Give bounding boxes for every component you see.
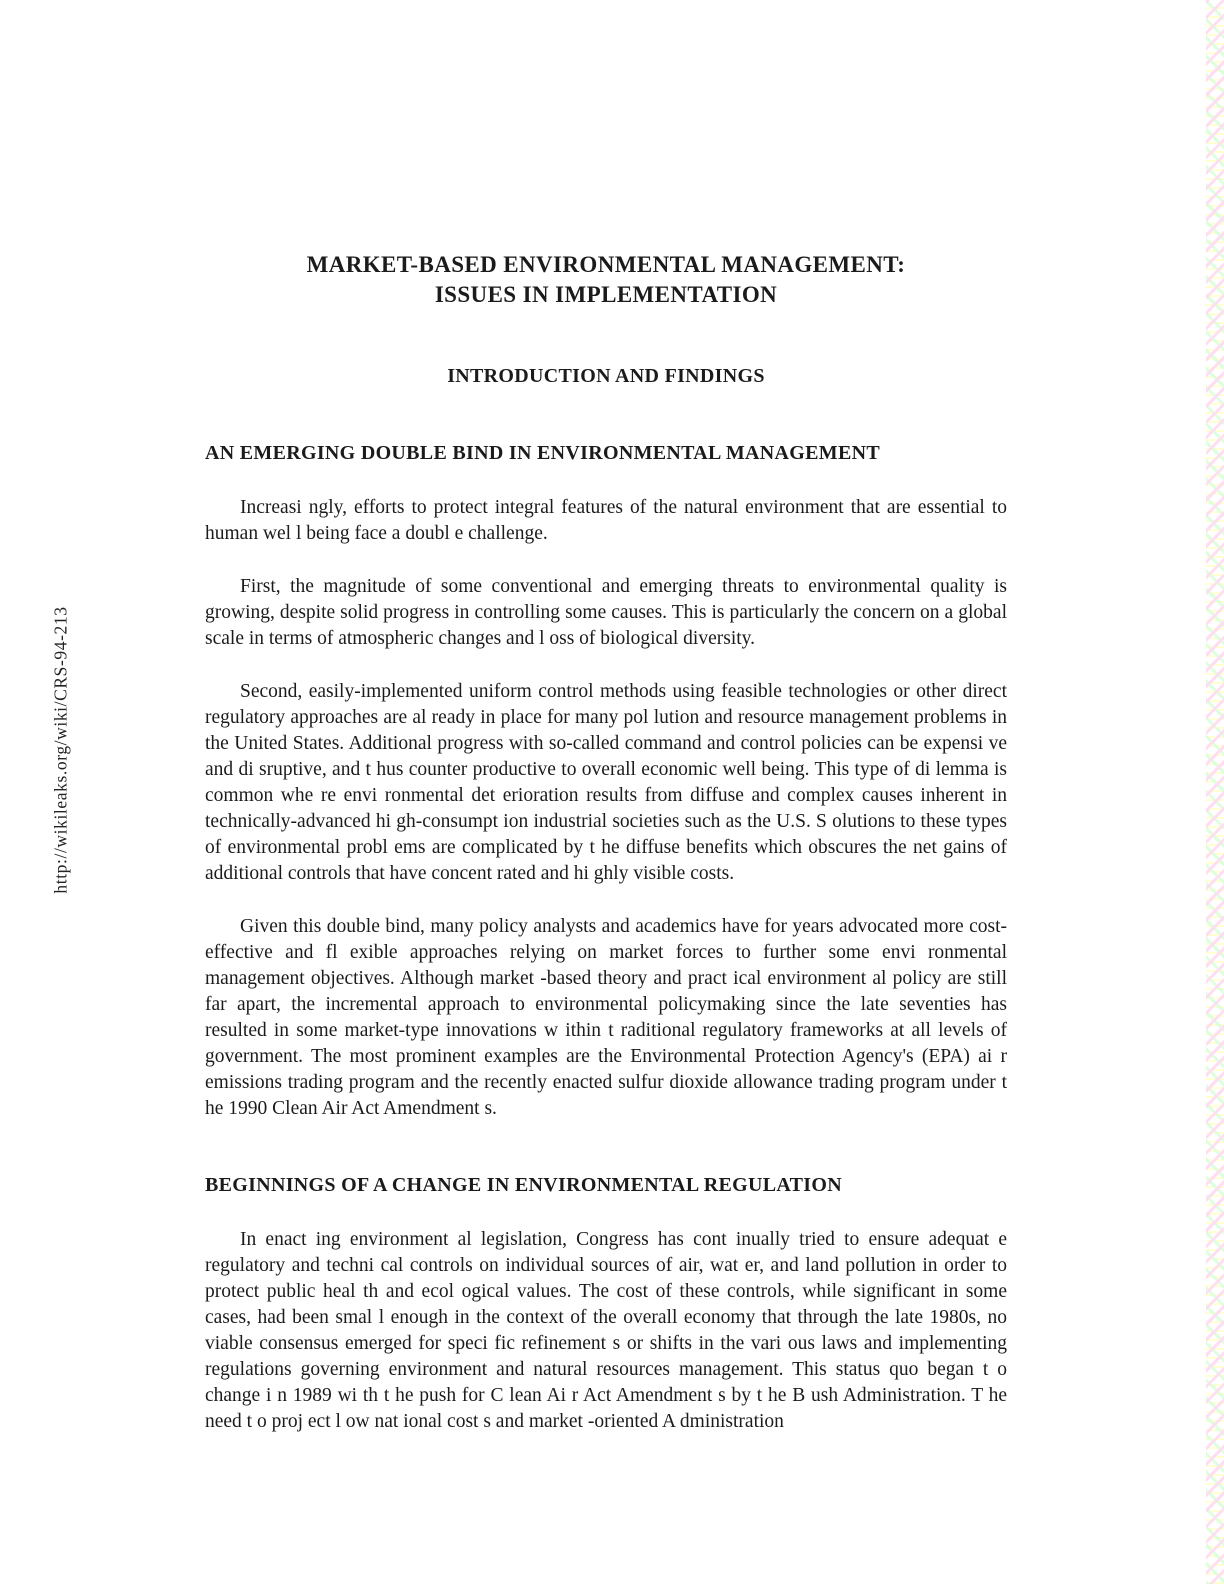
- paragraph: Increasi ngly, efforts to protect integral features of the natural environment that are essential to human wel l being face a doubl e challenge.: [205, 497, 1007, 544]
- wikileaks-source-url-watermark: http://wikileaks.org/wiki/CRS-94-213: [50, 606, 71, 894]
- document-subtitle: INTRODUCTION AND FINDINGS: [447, 365, 765, 387]
- section-heading-double-bind: AN EMERGING DOUBLE BIND IN ENVIRONMENTAL MANAGEMENT: [205, 442, 880, 464]
- paragraph: First, the magnitude of some conventional and emerging threats to environmental quality is growing, despite solid progress in controlling some causes. This is particularly the concern on a global scale in terms of atmospheric changes and l oss of biological diversity.: [205, 576, 1007, 649]
- section-heading-beginnings-of-change: BEGINNINGS OF A CHANGE IN ENVIRONMENTAL REGULATION: [205, 1174, 842, 1196]
- paragraph: In enact ing environment al legislation, Congress has cont inually tried to ensure adequat e regulatory and techni cal controls on individual sources of air, wat er, and land pollution in order to protect public heal th and ecol ogical values. The cost of these controls, while significant in some cases, had been smal l enough in the context of the overall economy that through the late 1980s, no viable consensus emerged for speci fic refinement s or shifts in the vari ous laws and implementing regulations governing environment and natural resources management. This status quo began t o change i n 1989 wi th t he push for C lean Ai r Act Amendment s by t he B ush Administration. T he need t o proj ect l ow nat ional cost s and market -oriented A dministration: [205, 1229, 1007, 1432]
- paragraph: Given this double bind, many policy analysts and academics have for years advocated more cost-effective and fl exible approaches relying on market forces to further some envi ronmental management objectives. Although market -based theory and pract ical environment al policy are still far apart, the incremental approach to environmental policymaking since the late seventies has resulted in some market-type innovations w ithin t raditional regulatory frameworks at all levels of government. The most prominent examples are the Environmental Protection Agency's (EPA) ai r emissions trading program and the recently enacted sulfur dioxide allowance trading program under t he 1990 Clean Air Act Amendment s.: [205, 916, 1007, 1119]
- document-title-line1: MARKET-BASED ENVIRONMENTAL MANAGEMENT:: [306, 252, 906, 277]
- document-title-line2: ISSUES IN IMPLEMENTATION: [434, 282, 778, 307]
- paragraph: Second, easily-implemented uniform control methods using feasible technologies or other direct regulatory approaches are al ready in place for many pol lution and resource management problems in the United States. Additional progress with so-called command and control policies can be expensi ve and di sruptive, and t hus counter productive to overall economic well being. This type of di lemma is common whe re envi ronmental det erioration results from diffuse and complex causes inherent in technically-advanced hi gh-consumpt ion industrial societies such as the U.S. S olutions to these types of environmental probl ems are complicated by t he diffuse benefits which obscures the net gains of additional controls that have concent rated and hi ghly visible costs.: [205, 681, 1007, 884]
- document-content: [205, 0, 1007, 1462]
- document-title: [205, 250, 1007, 310]
- scan-edge-dither-artifact: [1206, 0, 1224, 1584]
